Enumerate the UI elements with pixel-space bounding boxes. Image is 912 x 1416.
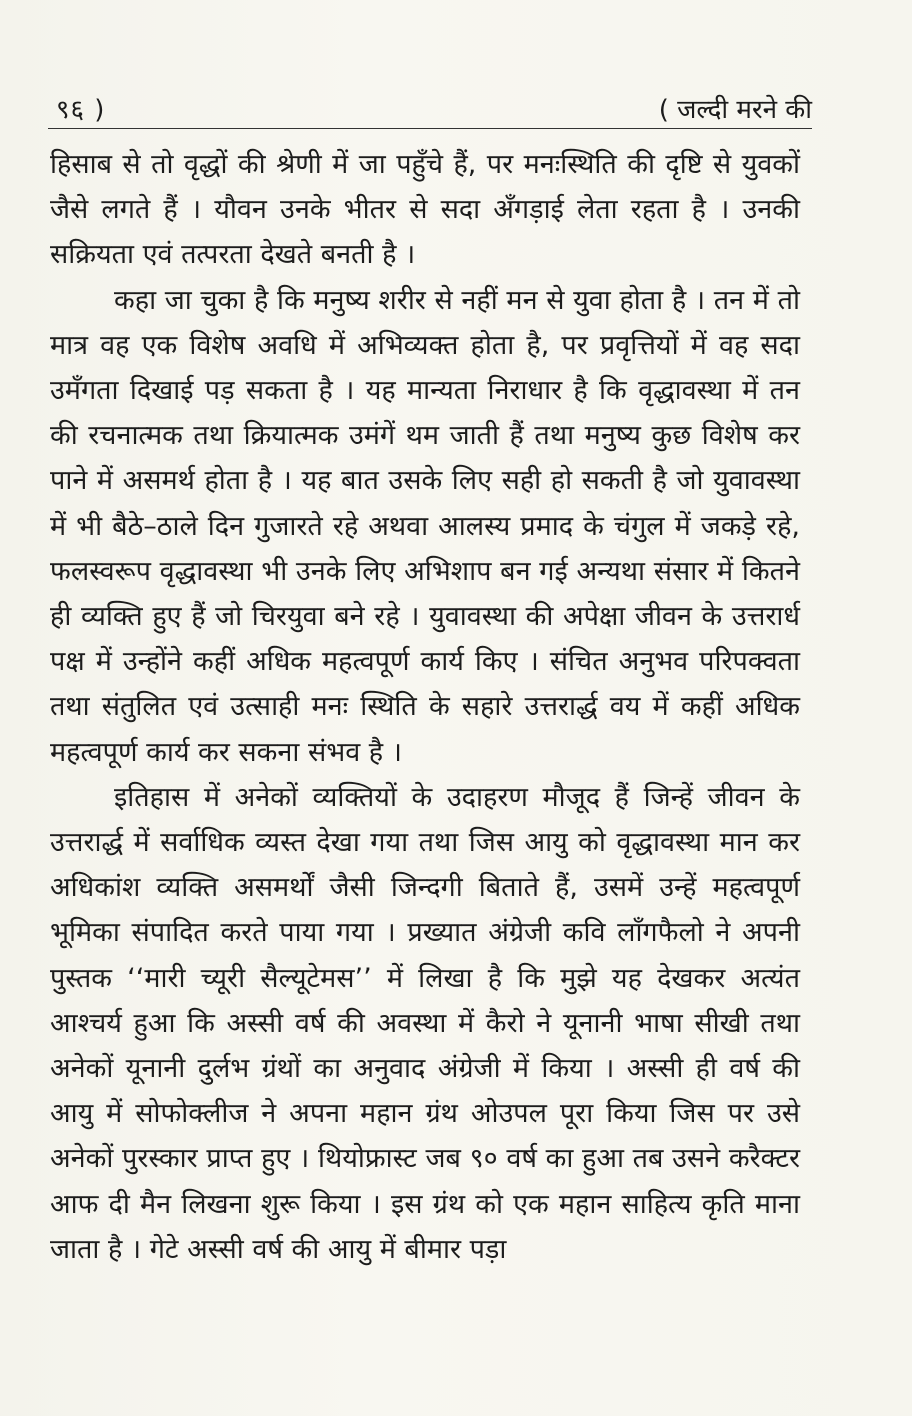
body-text: [50, 142, 800, 1272]
paragraph-2: कहा जा चुका है कि मनुष्य शरीर से नहीं मन से युवा होता है । तन में तो मात्र वह एक विशेष अवधि में अभिव्यक्त होता है, पर प्रवृत्तियों में वह सदा उमँगता दिखाई पड़ सकता है । यह मान्यता निराधार है कि वृद्धावस्था में तन की रचनात्मक तथा क्रियात्मक उमंगें थम जाती हैं तथा मनुष्य कुछ विशेष कर पाने में असमर्थ होता है । यह बात उसके लिए सही हो सकती है जो युवावस्था में भी बैठे–ठाले दिन गुजारते रहे अथवा आलस्य प्रमाद के चंगुल में जकड़े रहे, फलस्वरूप वृद्धावस्था भी उनके लिए अभिशाप बन गई अन्यथा संसार में कितने ही व्यक्ति हुए हैं जो चिरयुवा बने रहे । युवावस्था की अपेक्षा जीवन के उत्तरार्ध पक्ष में उन्होंने कहीं अधिक महत्वपूर्ण कार्य किए । संचित अनुभव परिपक्वता तथा संतुलित एवं उत्साही मनः स्थिति के सहारे उत्तरार्द्ध वय में कहीं अधिक महत्वपूर्ण कार्य कर सकना संभव है ।: [50, 284, 800, 768]
page-header: [48, 88, 812, 129]
page-number: ९६ ): [56, 95, 106, 125]
running-title: ( जल्दी मरने की: [658, 95, 812, 125]
paragraph-3: इतिहास में अनेकों व्यक्तियों के उदाहरण मौजूद हैं जिन्हें जीवन के उत्तरार्द्ध में सर्वाधिक व्यस्त देखा गया तथा जिस आयु को वृद्धावस्था मान कर अधिकांश व्यक्ति असमर्थों जैसी जिन्दगी बिताते हैं, उसमें उन्हें महत्वपूर्ण भूमिका संपादित करते पाया गया । प्रख्यात अंग्रेजी कवि लाँगफैलो ने अपनी पुस्तक ‘‘मारी च्यूरी सैल्यूटेमस’’ में लिखा है कि मुझे यह देखकर अत्यंत आश्चर्य हुआ कि अस्सी वर्ष की अवस्था में कैरो ने यूनानी भाषा सीखी तथा अनेकों यूनानी दुर्लभ ग्रंथों का अनुवाद अंग्रेजी में किया । अस्सी ही वर्ष की आयु में सोफोक्लीज ने अपना महान ग्रंथ ओउपल पूरा किया जिस पर उसे अनेकों पुरस्कार प्राप्त हुए । थियोफ्रास्ट जब ९० वर्ष का हुआ तब उसने करैक्टर आफ दी मैन लिखना शुरू किया । इस ग्रंथ को एक महान साहित्य कृति माना जाता है । गेटे अस्सी वर्ष की आयु में बीमार पड़ा: [50, 781, 800, 1265]
paragraph-1: हिसाब से तो वृद्धों की श्रेणी में जा पहुँचे हैं, पर मनःस्थिति की दृष्टि से युवकों जैसे लगते हैं । यौवन उनके भीतर से सदा अँगड़ाई लेता रहता है । उनकी सक्रियता एवं तत्परता देखते बनती है ।: [50, 149, 800, 271]
